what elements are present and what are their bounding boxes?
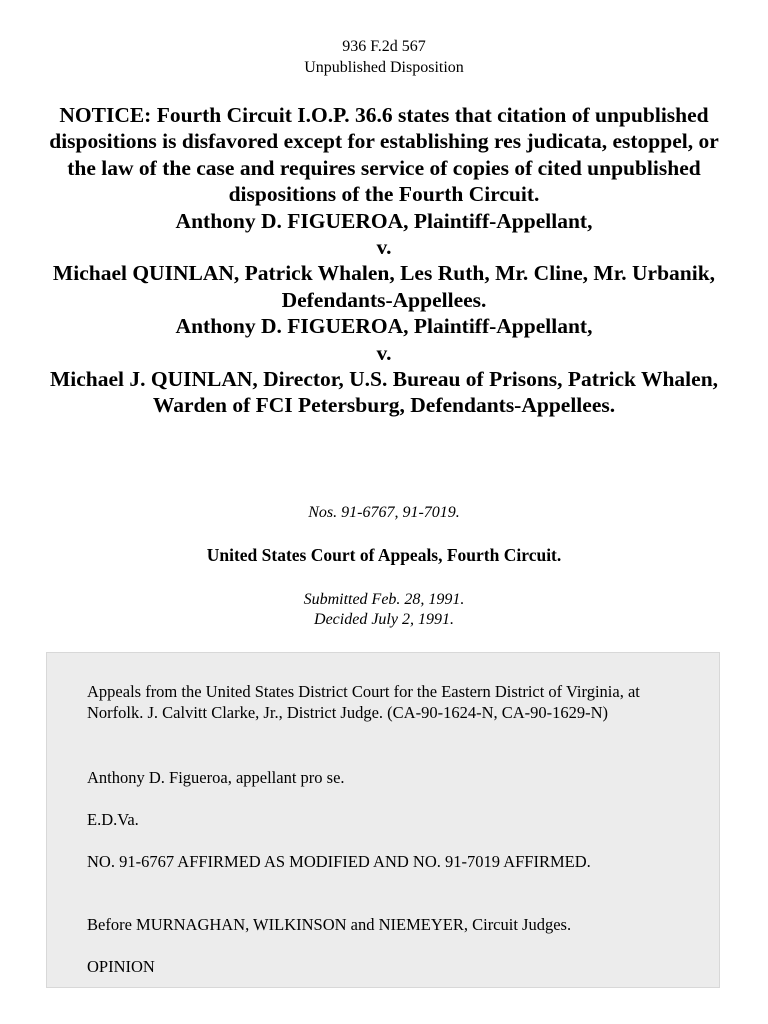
reporter-citation: 936 F.2d 567 [342, 38, 426, 55]
case-title-block [40, 102, 728, 419]
party1-plaintiff: Anthony D. FIGUEROA, Plaintiff-Appellant, [175, 208, 593, 233]
notice-text: NOTICE: Fourth Circuit I.O.P. 36.6 states that citation of unpublished dispositions is disfavored except for establishing res judicata, estoppel, or the law of the case and requires service of copies of cited unpublished dispositions of the Fourth Circuit. [49, 103, 719, 207]
submitted-date: Submitted Feb. 28, 1991. [303, 591, 465, 608]
docket-numbers: Nos. 91-6767, 91-7019. [308, 504, 460, 521]
case-summary-box [46, 652, 720, 988]
panel-text: Before MURNAGHAN, WILKINSON and NIEMEYER, Circuit Judges. [87, 915, 572, 934]
appeal-from-text: Appeals from the United States District Court for the Eastern District of Virginia, at Norfolk. J. Calvitt Clarke, Jr., District Judge. (CA-90-1624-N, CA-90-1629-N) [87, 682, 640, 722]
court-name: United States Court of Appeals, Fourth Circuit. [206, 545, 562, 565]
case-dates [0, 590, 768, 630]
case-citation-header [0, 36, 768, 78]
versus-2: v. [376, 340, 392, 365]
opinion-label: OPINION [87, 957, 155, 976]
counsel-text: Anthony D. Figueroa, appellant pro se. [87, 768, 345, 787]
party2-plaintiff: Anthony D. FIGUEROA, Plaintiff-Appellant, [175, 314, 593, 339]
disposition-label: Unpublished Disposition [304, 59, 464, 76]
disposition-text: NO. 91-6767 AFFIRMED AS MODIFIED AND NO. 91-7019 AFFIRMED. [87, 852, 591, 871]
party2-defendants: Michael J. QUINLAN, Director, U.S. Bureau of Prisons, Patrick Whalen, Warden of FCI Petersburg, Defendants-Appellees. [49, 367, 719, 418]
decided-date: Decided July 2, 1991. [314, 611, 454, 628]
district-text: E.D.Va. [87, 810, 139, 829]
versus-1: v. [376, 235, 392, 260]
party1-defendants: Michael QUINLAN, Patrick Whalen, Les Ruth, Mr. Cline, Mr. Urbanik, Defendants-Appellees. [52, 261, 716, 312]
